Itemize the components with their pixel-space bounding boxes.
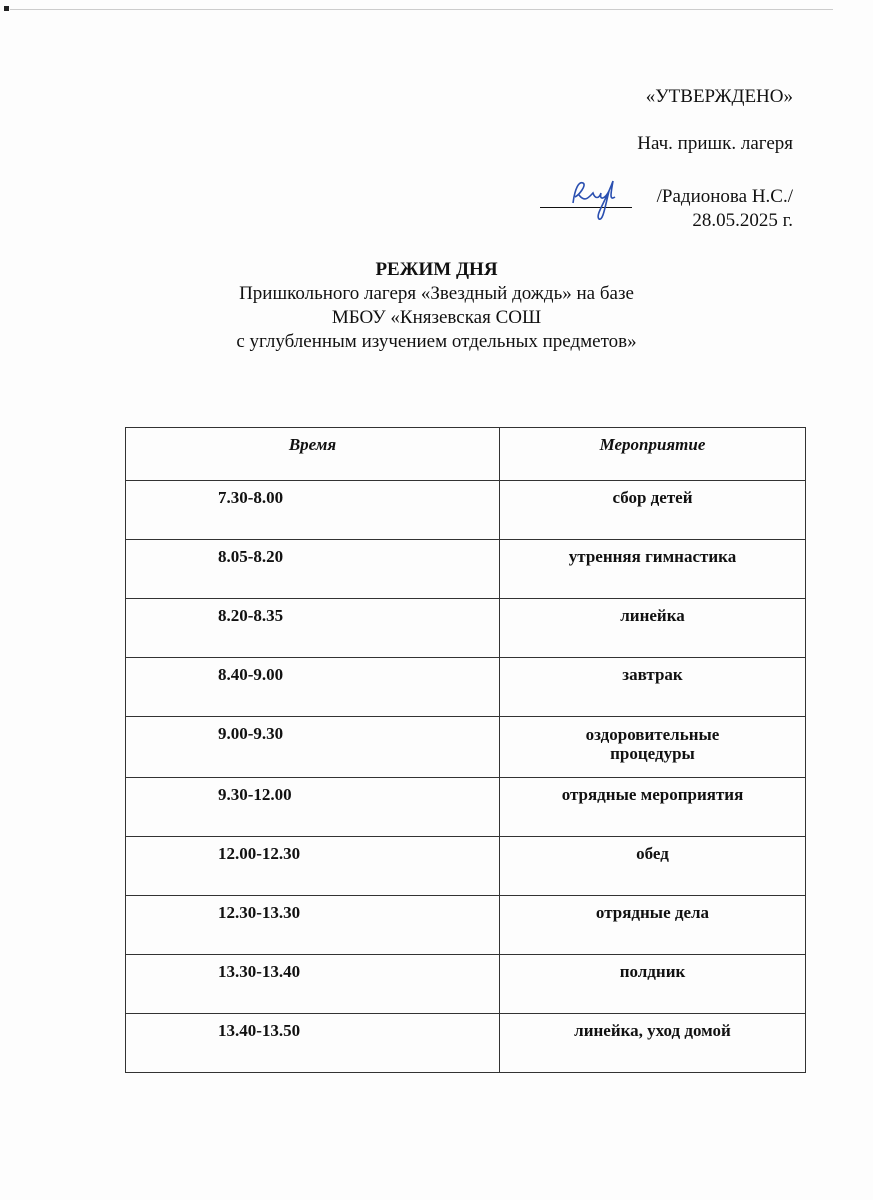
header-event: Мероприятие	[500, 428, 806, 481]
time-cell: 7.30-8.00	[126, 481, 500, 540]
time-cell: 8.20-8.35	[126, 599, 500, 658]
schedule-table	[125, 427, 806, 1073]
event-cell: линейка, уход домой	[500, 1014, 806, 1073]
heading-line-3: с углубленным изучением отдельных предметов»	[236, 331, 637, 352]
event-cell: оздоровительные процедуры	[500, 717, 806, 778]
table-row	[126, 837, 806, 896]
table-row	[126, 481, 806, 540]
event-cell: обед	[500, 837, 806, 896]
table-row	[126, 778, 806, 837]
table-row	[126, 599, 806, 658]
table-row	[126, 1014, 806, 1073]
event-cell: завтрак	[500, 658, 806, 717]
table-row	[126, 955, 806, 1014]
table-header-row	[126, 428, 806, 481]
document-title: РЕЖИМ ДНЯ	[375, 259, 498, 280]
time-cell: 13.30-13.40	[126, 955, 500, 1014]
time-cell: 9.00-9.30	[126, 717, 500, 778]
table-row	[126, 717, 806, 778]
heading-line-1: Пришкольного лагеря «Звездный дождь» на базе	[239, 283, 634, 304]
table-row	[126, 658, 806, 717]
time-cell: 12.00-12.30	[126, 837, 500, 896]
time-cell: 8.40-9.00	[126, 658, 500, 717]
time-cell: 13.40-13.50	[126, 1014, 500, 1073]
event-cell: отрядные дела	[500, 896, 806, 955]
handwritten-signature	[565, 173, 635, 223]
approval-date: 28.05.2025 г.	[692, 210, 793, 231]
approver-name: /Радионова Н.С./	[656, 186, 793, 207]
time-cell: 9.30-12.00	[126, 778, 500, 837]
scan-edge	[10, 9, 833, 10]
heading-line-2: МБОУ «Князевская СОШ	[331, 307, 542, 328]
event-cell: сбор детей	[500, 481, 806, 540]
event-cell: утренняя гимнастика	[500, 540, 806, 599]
header-time: Время	[126, 428, 500, 481]
event-cell: линейка	[500, 599, 806, 658]
scan-mark	[4, 6, 9, 11]
time-cell: 8.05-8.20	[126, 540, 500, 599]
event-cell: полдник	[500, 955, 806, 1014]
event-cell: отрядные мероприятия	[500, 778, 806, 837]
approval-stamp: «УТВЕРЖДЕНО»	[645, 86, 793, 107]
time-cell: 12.30-13.30	[126, 896, 500, 955]
document-heading	[0, 258, 873, 354]
table-row	[126, 540, 806, 599]
table-row	[126, 896, 806, 955]
approver-position: Нач. пришк. лагеря	[637, 133, 793, 154]
